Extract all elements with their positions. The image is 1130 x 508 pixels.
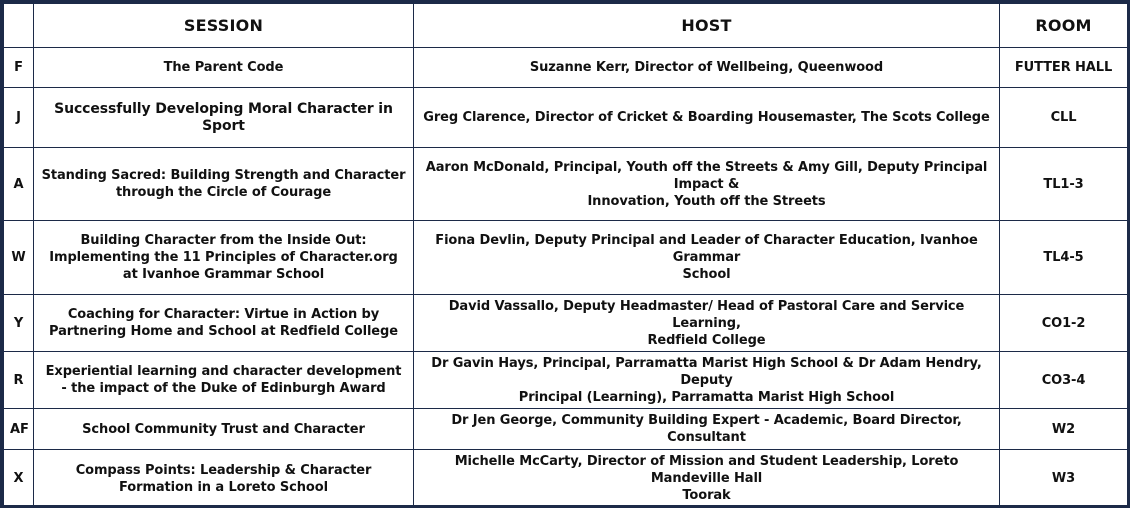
session-schedule-table <box>3 3 1128 508</box>
session-title-line: Formation in a Loreto School <box>119 479 328 495</box>
session-title-cell <box>34 450 414 508</box>
session-title-cell <box>34 148 414 221</box>
session-host-cell <box>414 148 1000 221</box>
session-host-line: School <box>682 267 731 282</box>
table-row <box>4 88 1128 148</box>
session-code-cell: X <box>4 450 34 508</box>
session-host-cell <box>414 48 1000 88</box>
session-code-cell: R <box>4 352 34 409</box>
header-room: ROOM <box>1000 4 1128 48</box>
session-host-line: Principal (Learning), Parramatta Marist High School <box>518 389 895 405</box>
session-title-line: Standing Sacred: Building Strength and Character <box>41 168 406 183</box>
session-title-cell <box>34 48 414 88</box>
session-host-cell <box>414 352 1000 409</box>
session-title-cell <box>34 409 414 450</box>
session-code-cell: W <box>4 221 34 295</box>
session-code-cell: Y <box>4 295 34 352</box>
session-host-line: Michelle McCarty, Director of Mission and Student Leadership, Loreto Mandeville Hall <box>454 454 959 486</box>
session-title-line: Building Character from the Inside Out: <box>80 233 367 248</box>
session-title-line: The Parent Code <box>163 60 284 75</box>
session-title-line: at Ivanhoe Grammar School <box>122 267 325 282</box>
session-room-cell: CO3-4 <box>1000 352 1128 409</box>
session-host-line: Redfield College <box>647 332 766 348</box>
table-row <box>4 409 1128 450</box>
table-row <box>4 148 1128 221</box>
table-header-row <box>4 4 1128 48</box>
header-session: SESSION <box>34 4 414 48</box>
header-code <box>4 4 34 48</box>
table-row <box>4 48 1128 88</box>
session-room-cell: CLL <box>1000 88 1128 148</box>
session-title-line: Implementing the 11 Principles of Character.org <box>49 250 398 265</box>
table-body <box>4 48 1128 508</box>
session-room-cell: W2 <box>1000 409 1128 450</box>
session-title-line: through the Circle of Courage <box>115 185 332 200</box>
session-title-line: Experiential learning and character development <box>45 364 402 379</box>
session-title-line: Compass Points: Leadership & Character <box>75 462 372 478</box>
session-code-cell: AF <box>4 409 34 450</box>
session-title-cell <box>34 221 414 295</box>
table-row <box>4 352 1128 409</box>
session-host-cell <box>414 409 1000 450</box>
session-host-cell <box>414 295 1000 352</box>
session-host-line: Fiona Devlin, Deputy Principal and Leader of Character Education, Ivanhoe Grammar <box>435 233 978 265</box>
session-host-line: Greg Clarence, Director of Cricket & Boarding Housemaster, The Scots College <box>423 110 990 125</box>
session-host-line: Suzanne Kerr, Director of Wellbeing, Queenwood <box>529 60 884 75</box>
session-host-line: Aaron McDonald, Principal, Youth off the Streets & Amy Gill, Deputy Principal Impact & <box>425 159 988 192</box>
session-title-line: - the impact of the Duke of Edinburgh Award <box>61 381 386 396</box>
session-code-cell: A <box>4 148 34 221</box>
session-title-line: Partnering Home and School at Redfield College <box>49 324 398 339</box>
session-title-line: Coaching for Character: Virtue in Action by <box>67 307 380 322</box>
session-code-cell: F <box>4 48 34 88</box>
session-title-line: School Community Trust and Character <box>82 421 365 437</box>
session-room-cell: FUTTER HALL <box>1000 48 1128 88</box>
session-title-cell <box>34 352 414 409</box>
session-host-line: Toorak <box>682 488 731 503</box>
header-host: HOST <box>414 4 1000 48</box>
table-row <box>4 450 1128 508</box>
table-row <box>4 221 1128 295</box>
session-title-line: Successfully Developing Moral Character in Sport <box>54 100 393 134</box>
session-host-cell <box>414 450 1000 508</box>
session-room-cell: TL1-3 <box>1000 148 1128 221</box>
session-host-cell <box>414 221 1000 295</box>
session-room-cell: W3 <box>1000 450 1128 508</box>
session-host-line: David Vassallo, Deputy Headmaster/ Head of Pastoral Care and Service Learning, <box>448 298 965 331</box>
session-host-line: Dr Jen George, Community Building Expert - Academic, Board Director, Consultant <box>451 413 962 445</box>
table-row <box>4 295 1128 352</box>
session-title-cell <box>34 88 414 148</box>
session-host-line: Dr Gavin Hays, Principal, Parramatta Marist High School & Dr Adam Hendry, Deputy <box>431 355 982 388</box>
session-room-cell: TL4-5 <box>1000 221 1128 295</box>
session-title-cell <box>34 295 414 352</box>
session-host-cell <box>414 88 1000 148</box>
session-host-line: Innovation, Youth off the Streets <box>587 193 826 209</box>
session-code-cell: J <box>4 88 34 148</box>
session-room-cell: CO1-2 <box>1000 295 1128 352</box>
